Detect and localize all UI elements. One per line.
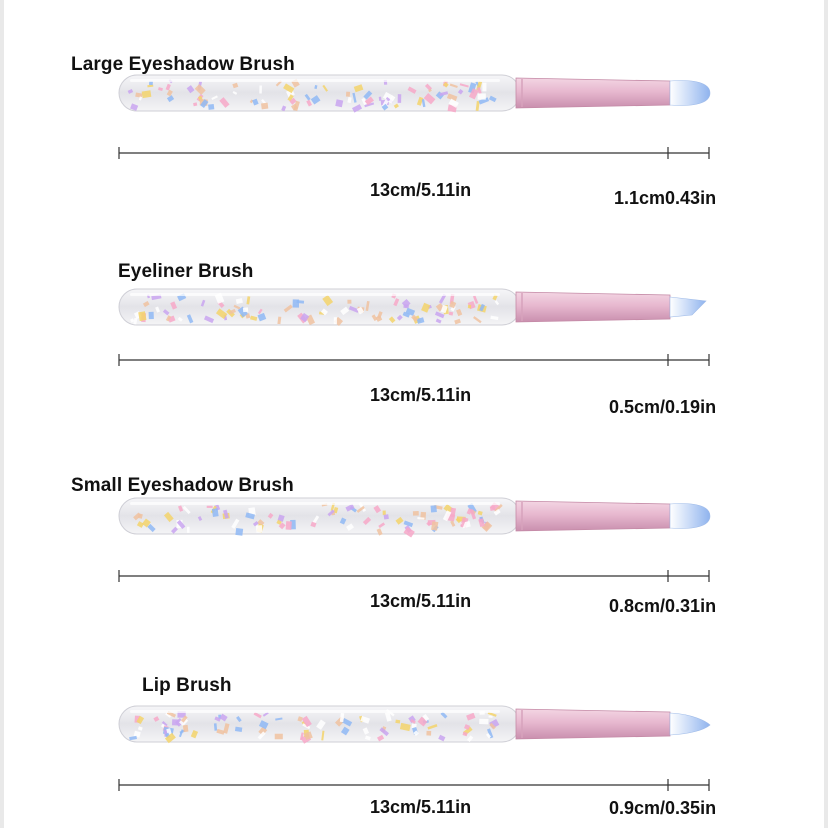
dimension-line: [110, 566, 720, 586]
bristle-tip: [670, 297, 706, 317]
brush-title: Large Eyeshadow Brush: [71, 54, 295, 75]
tip-length-label: 0.5cm/0.19in: [609, 397, 717, 417]
pink-ferrule: [516, 501, 670, 531]
brush-title: Small Eyeshadow Brush: [71, 475, 294, 496]
bristle-tip: [670, 504, 710, 529]
brush-image: [110, 699, 720, 749]
handle-length-label: 13cm/5.11in: [370, 591, 472, 611]
bristle-tip: [670, 713, 710, 735]
pink-ferrule: [516, 292, 670, 322]
tip-length-label: 1.1cm0.43in: [614, 188, 717, 208]
handle-length-label: 13cm/5.11in: [370, 797, 472, 817]
tip-length-label: 0.9cm/0.35in: [609, 798, 717, 818]
dimension-line: [110, 775, 720, 795]
brush-image: [110, 282, 720, 332]
brush-title: Eyeliner Brush: [118, 261, 254, 282]
handle-length-label: 13cm/5.11in: [370, 180, 472, 200]
handle-length-label: 13cm/5.11in: [370, 385, 472, 405]
brush-title: Lip Brush: [142, 675, 232, 696]
dimension-line: [110, 350, 720, 370]
brush-image: [110, 491, 720, 541]
pink-ferrule: [516, 709, 670, 739]
tip-length-label: 0.8cm/0.31in: [609, 596, 717, 616]
